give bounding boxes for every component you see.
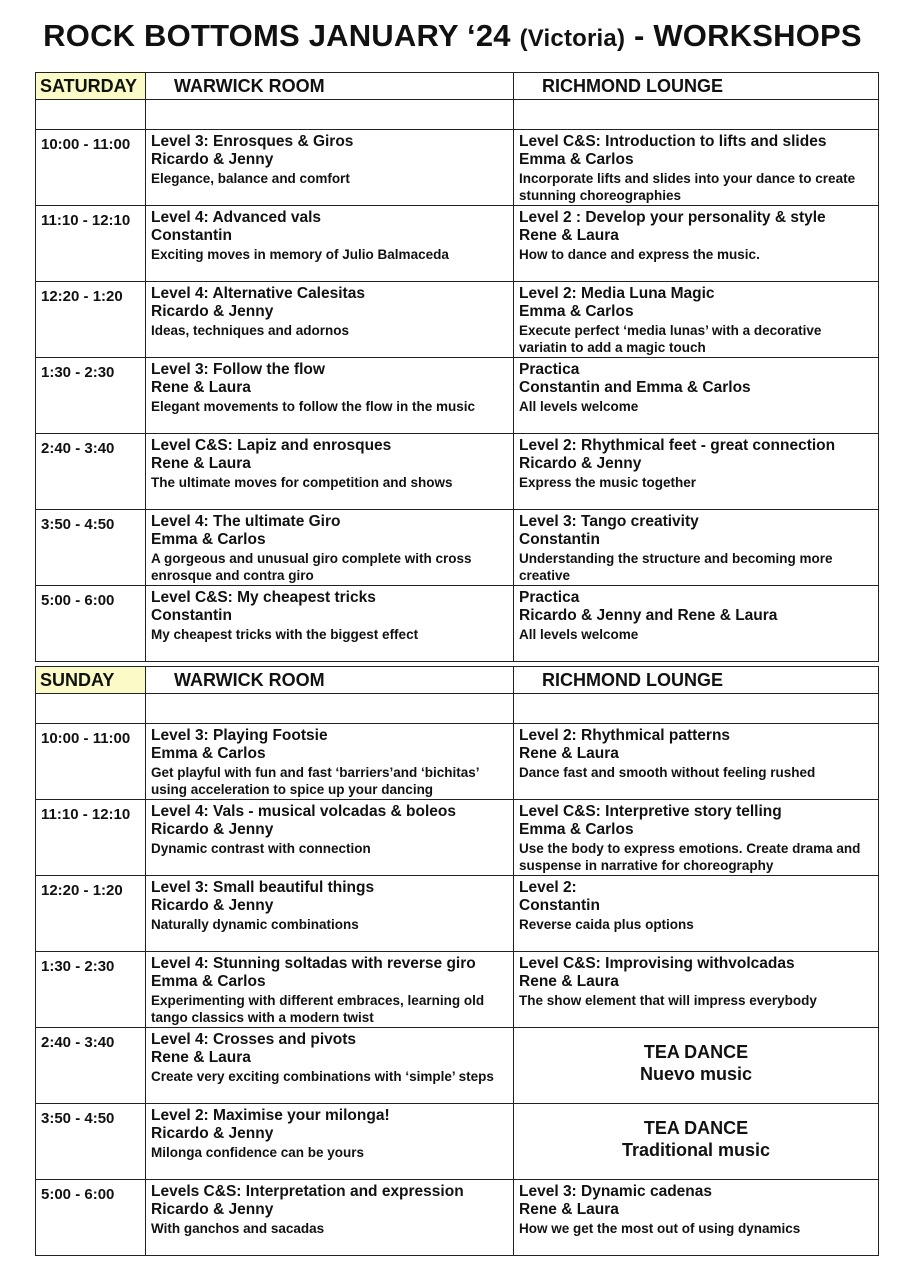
- session-description: Use the body to express emotions. Create drama and suspense in narrative for choreography: [519, 841, 861, 873]
- table-row: [36, 724, 879, 800]
- table-row: [36, 876, 879, 952]
- richmond-session: [514, 952, 879, 1028]
- session-title: Level 3: Playing Footsie: [151, 727, 328, 744]
- saturday-header-row: [36, 73, 879, 100]
- tea-dance-title: TEA DANCE: [643, 1118, 749, 1138]
- table-row: [36, 1028, 879, 1104]
- warwick-session: [146, 800, 514, 876]
- warwick-session: [146, 1028, 514, 1104]
- session-teachers: Rene & Laura: [151, 379, 251, 396]
- session-description: Ideas, techniques and adornos: [151, 323, 350, 338]
- sunday-richmond-heading: RICHMOND LOUNGE: [514, 667, 879, 694]
- session-title: Level 2: Rhythmical patterns: [519, 727, 731, 744]
- session-description: Understanding the structure and becoming more creative: [519, 551, 833, 583]
- session-teachers: Ricardo & Jenny: [151, 821, 274, 838]
- session-title: Level 2: Maximise your milonga!: [151, 1107, 390, 1124]
- table-row: [36, 586, 879, 662]
- table-row: [36, 282, 879, 358]
- table-row: [36, 358, 879, 434]
- session-title: Level 4: Stunning soltadas with reverse giro: [151, 955, 476, 972]
- sunday-day-label: SUNDAY: [36, 667, 146, 694]
- session-title: Level 2: Rhythmical feet - great connection: [519, 437, 836, 454]
- session-title: Level 4: Alternative Calesitas: [151, 285, 365, 302]
- session-description: A gorgeous and unusual giro complete with cross enrosque and contra giro: [151, 551, 472, 583]
- slot-time: 11:10 - 12:10: [36, 206, 146, 282]
- richmond-session: [514, 724, 879, 800]
- warwick-session: [146, 206, 514, 282]
- slot-time: 5:00 - 6:00: [36, 1180, 146, 1256]
- saturday-warwick-heading: WARWICK ROOM: [146, 73, 514, 100]
- session-title: Level 2: Media Luna Magic: [519, 285, 715, 302]
- richmond-session: [514, 800, 879, 876]
- session-description: The show element that will impress everybody: [519, 993, 817, 1008]
- table-row: [36, 510, 879, 586]
- warwick-session: [146, 876, 514, 952]
- slot-time: 10:00 - 11:00: [36, 724, 146, 800]
- sunday-header-row: [36, 667, 879, 694]
- richmond-session: [514, 206, 879, 282]
- session-description: Milonga confidence can be yours: [151, 1145, 365, 1160]
- session-description: Elegance, balance and comfort: [151, 171, 350, 186]
- tea-dance-block: [519, 1031, 873, 1085]
- session-teachers: Emma & Carlos: [519, 821, 634, 838]
- slot-time: 5:00 - 6:00: [36, 586, 146, 662]
- warwick-session: [146, 358, 514, 434]
- session-teachers: Ricardo & Jenny and Rene & Laura: [519, 607, 778, 624]
- table-row: [36, 206, 879, 282]
- warwick-session: [146, 586, 514, 662]
- session-teachers: Ricardo & Jenny: [519, 455, 642, 472]
- richmond-session: [514, 282, 879, 358]
- session-description: Execute perfect ‘media lunas’ with a decorative variatin to add a magic touch: [519, 323, 822, 355]
- richmond-tea-dance: [514, 1104, 879, 1180]
- session-description: Create very exciting combinations with ‘simple’ steps: [151, 1069, 494, 1084]
- richmond-session: [514, 510, 879, 586]
- session-teachers: Emma & Carlos: [519, 303, 634, 320]
- slot-time: 3:50 - 4:50: [36, 510, 146, 586]
- session-title: Level 4: The ultimate Giro: [151, 513, 341, 530]
- session-description: Dynamic contrast with connection: [151, 841, 371, 856]
- session-teachers: Constantin and Emma & Carlos: [519, 379, 751, 396]
- warwick-session: [146, 510, 514, 586]
- richmond-session: [514, 586, 879, 662]
- session-teachers: Rene & Laura: [151, 1049, 251, 1066]
- session-title: Level 2:: [519, 879, 577, 896]
- session-teachers: Ricardo & Jenny: [151, 897, 274, 914]
- session-teachers: Constantin: [151, 227, 232, 244]
- session-description: How we get the most out of using dynamics: [519, 1221, 801, 1236]
- session-title: Level 3: Dynamic cadenas: [519, 1183, 712, 1200]
- session-teachers: Ricardo & Jenny: [151, 1201, 274, 1218]
- page-title: [0, 18, 905, 54]
- session-title: Level C&S: Lapiz and enrosques: [151, 437, 392, 454]
- saturday-blank-row: [36, 100, 879, 130]
- slot-time: 3:50 - 4:50: [36, 1104, 146, 1180]
- table-row: [36, 1180, 879, 1256]
- title-place: (Victoria): [519, 25, 626, 52]
- warwick-session: [146, 282, 514, 358]
- session-description: All levels welcome: [519, 399, 639, 414]
- session-description: Exciting moves in memory of Julio Balmaceda: [151, 247, 449, 262]
- session-title: Level C&S: Interpretive story telling: [519, 803, 782, 820]
- tea-dance-title: TEA DANCE: [643, 1042, 749, 1062]
- session-teachers: Ricardo & Jenny: [151, 303, 274, 320]
- session-title: Level 4: Vals - musical volcadas & boleos: [151, 803, 456, 820]
- title-main: ROCK BOTTOMS JANUARY ‘24: [43, 18, 511, 53]
- session-description: With ganchos and sacadas: [151, 1221, 325, 1236]
- session-description: Express the music together: [519, 475, 697, 490]
- session-title: Practica: [519, 361, 580, 378]
- session-title: Level 3: Enrosques & Giros: [151, 133, 354, 150]
- richmond-tea-dance: [514, 1028, 879, 1104]
- session-title: Level 4: Crosses and pivots: [151, 1031, 357, 1048]
- saturday-richmond-heading: RICHMOND LOUNGE: [514, 73, 879, 100]
- richmond-session: [514, 1180, 879, 1256]
- warwick-session: [146, 130, 514, 206]
- title-end: - WORKSHOPS: [634, 18, 862, 53]
- slot-time: 11:10 - 12:10: [36, 800, 146, 876]
- session-title: Level 4: Advanced vals: [151, 209, 322, 226]
- session-teachers: Emma & Carlos: [151, 531, 266, 548]
- slot-time: 2:40 - 3:40: [36, 434, 146, 510]
- session-description: How to dance and express the music.: [519, 247, 760, 262]
- slot-time: 12:20 - 1:20: [36, 876, 146, 952]
- sunday-blank-row: [36, 694, 879, 724]
- session-description: Get playful with fun and fast ‘barriers’and ‘bichitas’ using acceleration to spice up your dancing: [151, 765, 479, 797]
- session-title: Level C&S: Improvising withvolcadas: [519, 955, 795, 972]
- table-row: [36, 952, 879, 1028]
- session-teachers: Emma & Carlos: [151, 973, 266, 990]
- slot-time: 12:20 - 1:20: [36, 282, 146, 358]
- session-teachers: Rene & Laura: [519, 1201, 619, 1218]
- tea-dance-music: Traditional music: [621, 1140, 771, 1160]
- session-teachers: Emma & Carlos: [519, 151, 634, 168]
- sunday-schedule-table: [35, 666, 879, 1256]
- saturday-day-label: SATURDAY: [36, 73, 146, 100]
- table-row: [36, 130, 879, 206]
- warwick-session: [146, 1180, 514, 1256]
- warwick-session: [146, 952, 514, 1028]
- session-title: Level 3: Small beautiful things: [151, 879, 375, 896]
- session-description: Incorporate lifts and slides into your dance to create stunning choreographies: [519, 171, 856, 203]
- session-teachers: Rene & Laura: [519, 745, 619, 762]
- session-title: Levels C&S: Interpretation and expression: [151, 1183, 464, 1200]
- session-description: My cheapest tricks with the biggest effect: [151, 627, 419, 642]
- richmond-session: [514, 130, 879, 206]
- session-title: Level 3: Follow the flow: [151, 361, 325, 378]
- session-title: Level C&S: Introduction to lifts and slides: [519, 133, 827, 150]
- table-row: [36, 1104, 879, 1180]
- session-teachers: Constantin: [151, 607, 232, 624]
- session-description: Experimenting with different embraces, learning old tango classics with a modern twist: [151, 993, 485, 1025]
- session-description: The ultimate moves for competition and shows: [151, 475, 453, 490]
- warwick-session: [146, 724, 514, 800]
- session-teachers: Rene & Laura: [519, 227, 619, 244]
- session-title: Level 2 : Develop your personality & style: [519, 209, 826, 226]
- tea-dance-block: [519, 1107, 873, 1161]
- slot-time: 1:30 - 2:30: [36, 952, 146, 1028]
- slot-time: 2:40 - 3:40: [36, 1028, 146, 1104]
- session-title: Practica: [519, 589, 580, 606]
- table-row: [36, 434, 879, 510]
- session-description: Dance fast and smooth without feeling rushed: [519, 765, 816, 780]
- session-description: Reverse caida plus options: [519, 917, 694, 932]
- session-teachers: Rene & Laura: [151, 455, 251, 472]
- session-title: Level C&S: My cheapest tricks: [151, 589, 376, 606]
- session-description: Elegant movements to follow the flow in the music: [151, 399, 476, 414]
- slot-time: 1:30 - 2:30: [36, 358, 146, 434]
- session-teachers: Constantin: [519, 531, 600, 548]
- richmond-session: [514, 876, 879, 952]
- saturday-schedule-table: [35, 72, 879, 662]
- table-row: [36, 800, 879, 876]
- slot-time: 10:00 - 11:00: [36, 130, 146, 206]
- session-description: All levels welcome: [519, 627, 639, 642]
- warwick-session: [146, 434, 514, 510]
- session-description: Naturally dynamic combinations: [151, 917, 359, 932]
- richmond-session: [514, 434, 879, 510]
- richmond-session: [514, 358, 879, 434]
- session-teachers: Emma & Carlos: [151, 745, 266, 762]
- session-teachers: Ricardo & Jenny: [151, 1125, 274, 1142]
- session-teachers: Constantin: [519, 897, 600, 914]
- warwick-session: [146, 1104, 514, 1180]
- session-title: Level 3: Tango creativity: [519, 513, 699, 530]
- session-teachers: Rene & Laura: [519, 973, 619, 990]
- sunday-warwick-heading: WARWICK ROOM: [146, 667, 514, 694]
- session-teachers: Ricardo & Jenny: [151, 151, 274, 168]
- tea-dance-music: Nuevo music: [639, 1064, 753, 1084]
